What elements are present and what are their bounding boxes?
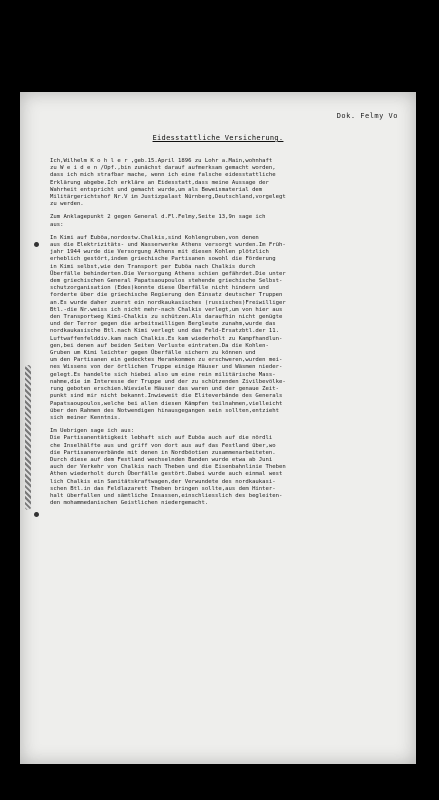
text-line: In Kimi auf Euböa,nordostw.Chalkis,sind Kohlengruben,von denen <box>50 234 259 241</box>
text-line: jahr 1944 wurde die Versorgung Athens mit diesen Kohlen plötzlich <box>50 249 269 256</box>
text-line: über den Rahmen des Notwendigen hinausgegangen sein sollten,entzieht <box>50 407 280 414</box>
text-line: Die Partisanentätigkeit lebhaft sich auf Euböa auch auf die nördli <box>50 435 273 442</box>
text-line: rung geboten erschien.Wieviele Häuser das waren und der genaue Zeit- <box>50 386 280 393</box>
text-line: in Kimi selbst,wie den Transport per Euböa nach Chalkis durch <box>50 263 256 270</box>
text-line: an.Es wurde daher zuerst ein nordkaukasisches (russisches)Freiwilliger <box>50 299 286 306</box>
text-line: sich meiner Kenntnis. <box>50 414 121 421</box>
text-line: lich Chalkis ein Sanitätskraftwagen,der Verwundete des nordkaukasi- <box>50 478 276 485</box>
text-line: erheblich gestört,indem griechische Partisanen sowohl die Förderung <box>50 256 276 263</box>
text-line: Erklärung abgebe.Ich erkläre an Eidesstatt,dass meine Aussage der <box>50 179 269 186</box>
text-line: zu W e i d e n /Opf.,bin zunächst darauf aufmerksam gemacht worden, <box>50 165 276 172</box>
binding-hole <box>34 512 39 517</box>
text-line: gelegt.Es handelte sich hiebei also um eine rein militärische Mass- <box>50 371 276 378</box>
text-line: gen,bei denen auf beiden Seiten Verluste eintraten.Da die Kohlen- <box>50 342 269 349</box>
text-line: dem griechischen General Papatsaoupoulos stehende griechische Selbst- <box>50 278 283 285</box>
text-line: Athen wiederholt durch Überfälle gestört.Dabei wurde auch einmal west <box>50 471 283 478</box>
document-page <box>20 92 416 764</box>
text-line: Zum Anklagepunkt 2 gegen General d.Fl.Felmy,Seite 13,9n sage ich <box>50 214 266 221</box>
text-line: schutzorganisation (Edes)konnte diese Überfälle nicht hindern und <box>50 285 269 292</box>
text-line: aus die Elektrizitäts- und Wasserwerke Athens versorgt wurden.Im Früh- <box>50 242 286 249</box>
text-line: Btl.-die Nr.weiss ich nicht mehr-nach Chalkis verlegt,um von hier aus <box>50 306 283 313</box>
text-line: Wahrheit entspricht und gemacht wurde,um als Beweismaterial dem <box>50 186 263 193</box>
text-line: Papatsaoupoulos,welche bei allen diesen Kämpfen teilnahmen,vielleicht <box>50 400 283 407</box>
text-line: halt überfallen und sämtliche Insassen,einschliesslich des begleiten- <box>50 492 283 499</box>
text-line: aus: <box>50 221 64 228</box>
text-line: um den Partisanen ein gedecktes Herankommen zu erschweren,wurden mei- <box>50 357 283 364</box>
text-line: die Partisanenverbände mit denen in Nordböotien zusammenarbeiteten. <box>50 449 276 456</box>
text-line: den mohammedanischen Geistlichen niedergemacht. <box>50 500 209 507</box>
text-line: nes Wissens von der örtlichen Truppe einige Häuser und Wäsmen nieder- <box>50 364 283 371</box>
paragraph <box>50 214 404 228</box>
text-line: nahme,die im Interesse der Truppe und der zu schützenden Zivilbevölke- <box>50 378 286 385</box>
text-line: forderte über die griechische Regierung den Einsatz deutscher Truppen <box>50 292 283 299</box>
text-line: Ich,Wilhelm K o h l e r ,geb.15.April 1896 zu Lohr a.Main,wohnhaft <box>50 158 273 164</box>
text-line: Militärgerichtshof Nr.V im Justizpalast Nürnberg,Deutschland,vorgelegt <box>50 194 286 201</box>
text-line: Luftwaffenfelddiv.kam nach Chalkis.Es kam wiederholt zu Kampfhandlun- <box>50 335 283 342</box>
text-line: Durch diese auf dem Festland wechselnden Banden wurde etwa ab Juni <box>50 456 273 463</box>
paragraph <box>50 428 404 507</box>
text-line: Überfälle behinderten.Die Versorgung Athens schien gefährdet.Die unter <box>50 270 286 277</box>
text-line: zu werden. <box>50 201 84 208</box>
text-line: punkt sind mir nicht bekannt.Inwieweit die Eliteverbände des Generals <box>50 393 283 400</box>
text-line: dass ich mich strafbar mache, wenn ich eine falsche eidesstattliche <box>50 172 276 179</box>
text-line: den Transportweg Kimi-Chalkis zu schützen.Als daraufhin nicht genügte <box>50 314 283 321</box>
text-line: und der Terror gegen die arbeitswilligen Bergleute zunahm,wurde das <box>50 321 276 328</box>
text-line: che Inselhälfte aus und griff von dort aus auf das Festland über,wo <box>50 442 276 449</box>
text-line: nordkaukasische Btl.nach Kimi verlegt und das Feld-Ersatzbtl.der 11. <box>50 328 280 335</box>
document-reference: Dok. Felmy Vo <box>336 112 398 120</box>
document-body <box>50 158 404 513</box>
paragraph <box>50 235 404 422</box>
binding-twine <box>25 365 31 510</box>
text-line: Im Uebrigen sage ich aus: <box>50 428 135 435</box>
paragraph <box>50 158 404 208</box>
text-line: Gruben um Kimi leichter gegen Überfälle sichern zu können und <box>50 350 256 357</box>
text-line: auch der Verkehr von Chalkis nach Theben und die Eisenbahnlinie Theben <box>50 464 286 471</box>
text-line: schen Btl.in das Feldlazarett Theben bringen sollte,aus dem Hinter- <box>50 485 276 492</box>
document-title: Eidesstattliche Versicherung. <box>152 134 284 142</box>
binding-hole <box>34 242 39 247</box>
